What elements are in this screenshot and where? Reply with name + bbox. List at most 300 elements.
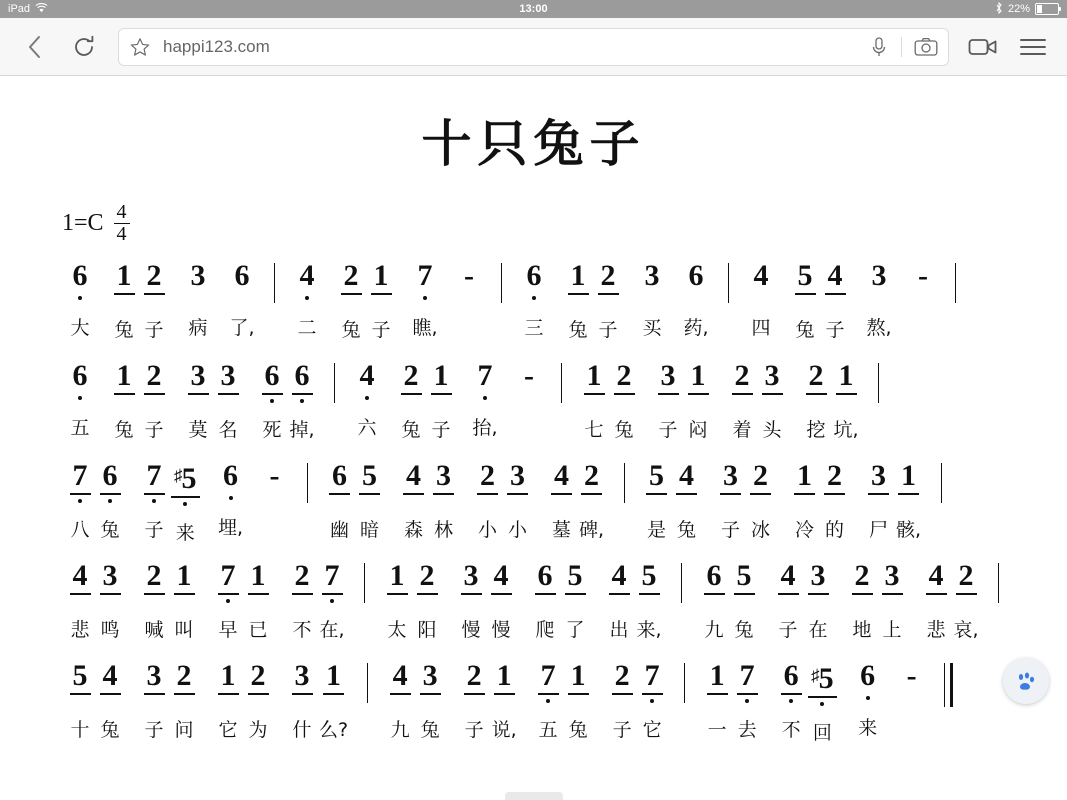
note-group [410, 259, 440, 340]
barline [728, 263, 729, 303]
lyric-text: 哀, [953, 619, 979, 641]
note-number: 2 [956, 559, 977, 595]
note-column [579, 359, 609, 442]
note-number: 6 [524, 259, 545, 293]
note-column [109, 359, 139, 442]
note-number: 2 [732, 359, 753, 395]
note-column [260, 459, 290, 535]
note-column [530, 559, 560, 642]
note-number: 2 [144, 559, 165, 595]
note-number: 4 [403, 459, 424, 495]
note-number: 1 [568, 659, 589, 695]
note-column [65, 359, 95, 440]
lyric-text: 子 [144, 519, 164, 541]
note-number: 3 [720, 459, 741, 495]
note-column [352, 359, 382, 440]
note-group [183, 259, 213, 340]
star-icon[interactable] [129, 36, 151, 58]
page-title: 十只兔子 [421, 115, 646, 173]
note-extension-dash: - [906, 659, 917, 692]
note-column [653, 359, 683, 442]
note-column [412, 559, 442, 642]
note-column [95, 659, 125, 742]
note-group [454, 259, 484, 335]
note-number: 3 [882, 559, 903, 595]
note-column [757, 359, 787, 442]
score-measure [318, 459, 614, 542]
barline [941, 463, 942, 503]
note-number: 3 [433, 459, 454, 495]
note-column [776, 659, 806, 742]
lyric-text: 子 [598, 319, 618, 341]
baidu-paw-icon[interactable] [1003, 658, 1049, 704]
barline [367, 663, 368, 703]
note-number: 1 [114, 359, 135, 395]
browser-toolbar [0, 18, 1067, 76]
note-group [65, 359, 95, 440]
note-number: 1 [387, 559, 408, 595]
lyric-text: 小 [507, 519, 527, 541]
lyric-text: 五 [70, 417, 90, 439]
score-measure [285, 259, 491, 342]
note-column [746, 459, 776, 542]
note-number: 1 [794, 459, 815, 495]
home-indicator [505, 792, 563, 800]
final-barline [944, 663, 953, 707]
lyric-text: 兔 [676, 519, 696, 541]
lyric-text [909, 713, 915, 735]
beamed-note-group [790, 459, 850, 542]
note-column [489, 659, 519, 742]
lyric-text: 冷 [794, 519, 814, 541]
lyric-text: 兔 [614, 419, 634, 441]
beamed-note-group [385, 659, 445, 742]
lyric-text: 问 [174, 719, 194, 741]
note-column [287, 359, 317, 442]
url-text[interactable] [163, 37, 857, 57]
score-line [28, 659, 1039, 759]
note-column [292, 259, 322, 340]
lyric-text: 喊 [144, 619, 164, 641]
note-column [473, 459, 503, 542]
lyric-text: 子 [431, 419, 451, 441]
note-number: 7 [70, 459, 91, 495]
note-number: 1 [114, 259, 135, 295]
note-number: ♯5 [808, 659, 837, 698]
note-column [183, 259, 213, 340]
score-measure [512, 259, 718, 342]
note-column [429, 459, 459, 542]
lyric-text: 鸣 [100, 619, 120, 641]
note-column [864, 459, 894, 542]
barline [501, 263, 502, 303]
note-column [355, 459, 385, 542]
note-extension-dash: - [524, 359, 534, 392]
beamed-note-group [65, 459, 125, 542]
note-column [399, 459, 429, 542]
lyric-text: 兔 [100, 519, 120, 541]
lyric-text: 了 [565, 619, 585, 641]
note-group [514, 359, 544, 435]
beamed-note-group [716, 459, 776, 542]
score-measure [695, 659, 934, 745]
lyric-text: 掉, [289, 419, 315, 441]
lyric-text: 十 [70, 719, 90, 741]
lyric-text: 子 [144, 419, 164, 441]
note-column [470, 359, 500, 440]
note-number: 6 [688, 259, 704, 292]
hamburger-menu-button[interactable] [1013, 27, 1053, 67]
lyric-text: 它 [218, 719, 238, 741]
reload-button[interactable] [64, 27, 104, 67]
note-number: 2 [292, 559, 313, 595]
note-number: 3 [808, 559, 829, 595]
lyric-text: 上 [882, 619, 902, 641]
note-number: 7 [322, 559, 343, 595]
beamed-note-group [213, 559, 273, 642]
note-column [593, 259, 623, 342]
note-number: 2 [174, 659, 195, 695]
note-column [637, 259, 667, 340]
key-label: 1=C [62, 210, 104, 236]
note-number: 1 [248, 559, 269, 595]
note-column [729, 559, 759, 642]
lyric-text: 子 [658, 419, 678, 441]
beamed-note-group [325, 459, 385, 542]
beamed-note-group [604, 559, 664, 642]
note-group [65, 259, 95, 340]
note-group [352, 359, 382, 440]
lyric-text: 闷 [688, 419, 708, 441]
address-bar[interactable] [118, 28, 949, 66]
beamed-note-group [773, 559, 833, 642]
back-button[interactable] [14, 27, 54, 67]
note-column [410, 259, 440, 340]
beamed-note-group [790, 259, 850, 342]
note-number: 2 [806, 359, 827, 395]
barline [681, 563, 682, 603]
note-number: 7 [415, 259, 436, 293]
score-measure [378, 659, 674, 742]
note-number: 3 [144, 659, 165, 695]
note-column [699, 559, 729, 642]
lyric-text: 慢 [461, 619, 481, 641]
note-number: 2 [614, 359, 635, 395]
note-extension-dash: - [269, 459, 280, 492]
note-number: 4 [609, 559, 630, 595]
beamed-note-group [702, 659, 762, 742]
note-column [169, 559, 199, 642]
note-number: 3 [188, 359, 209, 395]
lyric-text: 八 [70, 519, 90, 541]
note-number: 1 [218, 659, 239, 695]
lyric-text: 回 [812, 722, 832, 744]
note-column [908, 259, 938, 335]
note-column [213, 659, 243, 742]
note-column [820, 259, 850, 342]
note-number: 6 [781, 659, 802, 695]
note-column [533, 659, 563, 742]
barline [561, 363, 562, 403]
note-number: 4 [100, 659, 121, 695]
note-column [732, 659, 762, 742]
lyric-text: 已 [248, 619, 268, 641]
beamed-note-group [473, 459, 533, 542]
note-column [317, 659, 350, 742]
note-column [317, 559, 347, 642]
note-column [139, 459, 169, 542]
note-group [853, 659, 883, 740]
lyric-text [271, 513, 277, 535]
barline [955, 263, 956, 303]
lyric-text: 大 [70, 317, 90, 339]
lyric-text [920, 313, 926, 335]
lyric-text: 来, [636, 619, 662, 641]
note-column [672, 459, 702, 542]
note-number: 4 [390, 659, 411, 695]
note-number: 4 [676, 459, 697, 495]
note-number: 5 [646, 459, 667, 495]
score-measure [58, 359, 324, 442]
note-number: 1 [494, 659, 515, 695]
lyric-text: 去 [737, 719, 757, 741]
note-column [681, 259, 711, 340]
note-number: 7 [737, 659, 758, 695]
note-number: 7 [475, 359, 496, 393]
beamed-note-group [642, 459, 702, 542]
note-column [790, 459, 820, 542]
score-line [28, 359, 1039, 459]
note-number: 3 [762, 359, 783, 395]
status-right [995, 2, 1059, 17]
note-column [877, 559, 907, 642]
lyric-text: 五 [538, 719, 558, 741]
lyric-text [526, 413, 532, 435]
note-column [287, 659, 317, 742]
note-number: 6 [262, 359, 283, 395]
lyric-text: 病 [188, 317, 208, 339]
video-camera-button[interactable] [963, 27, 1003, 67]
barline [307, 463, 308, 503]
barline [998, 563, 999, 603]
score-measure [58, 459, 297, 545]
lyric-text: 尸 [868, 519, 888, 541]
lyric-text: 小 [477, 519, 497, 541]
lyric-text: 兔 [795, 319, 815, 341]
note-number: 6 [70, 259, 91, 293]
beamed-note-group [530, 559, 590, 642]
note-extension-dash: - [464, 259, 474, 292]
note-number: 3 [190, 259, 206, 292]
beamed-note-group [864, 459, 924, 542]
note-column [415, 659, 445, 742]
time-signature-numerator: 4 [114, 202, 130, 224]
note-column [243, 559, 273, 642]
lyric-text: 坑, [833, 419, 859, 441]
note-column [366, 259, 396, 342]
barline [624, 463, 625, 503]
note-number: 3 [507, 459, 528, 495]
beamed-note-group [776, 659, 839, 745]
note-column [773, 559, 803, 642]
note-number: 4 [491, 559, 512, 595]
note-column [95, 459, 125, 542]
note-number: 1 [431, 359, 452, 395]
note-number: 6 [857, 659, 878, 693]
lyric-text: 名 [218, 419, 238, 441]
note-column [604, 559, 634, 642]
note-group [897, 659, 927, 735]
lyric-text: 来 [175, 522, 195, 544]
note-number: 4 [551, 459, 572, 495]
beamed-note-group [456, 559, 516, 642]
beamed-note-group [653, 359, 713, 442]
lyric-text: 悲 [926, 619, 946, 641]
note-group [216, 459, 246, 540]
note-column [459, 659, 489, 742]
note-column [65, 459, 95, 542]
note-column [607, 659, 637, 742]
lyric-text: 为 [248, 719, 268, 741]
lyric-text: 慢 [491, 619, 511, 641]
lyric-text: 兔 [420, 719, 440, 741]
score-measure [58, 259, 264, 342]
note-number: 6 [70, 359, 91, 393]
note-number: 2 [852, 559, 873, 595]
score-line [28, 459, 1039, 559]
lyric-text: 兔 [100, 719, 120, 741]
lyric-text: 熬, [866, 317, 892, 339]
ios-status-bar [0, 0, 1067, 18]
beamed-note-group [183, 359, 243, 442]
note-number: 2 [824, 459, 845, 495]
note-column [486, 559, 516, 642]
note-column [547, 459, 577, 542]
microphone-icon[interactable] [869, 36, 889, 58]
note-group [908, 259, 938, 335]
beamed-note-group [801, 359, 861, 442]
note-number: 2 [612, 659, 633, 695]
battery-percent-label: 22% [1007, 3, 1030, 15]
note-number: 3 [644, 259, 660, 292]
score-measure [635, 459, 931, 542]
note-group [746, 259, 776, 340]
beamed-note-group [65, 559, 125, 642]
note-number: 1 [371, 259, 392, 295]
note-column [634, 559, 664, 642]
note-number: 2 [144, 259, 165, 295]
beamed-note-group [459, 659, 519, 742]
lyric-text: 暗 [359, 519, 379, 541]
note-number: 1 [568, 259, 589, 295]
note-group [519, 259, 549, 340]
lyric-text: 不 [781, 719, 801, 741]
note-group [292, 259, 322, 340]
barline [334, 363, 335, 403]
note-number: 4 [753, 259, 769, 292]
beamed-note-group [382, 559, 442, 642]
lyric-text: 兔 [568, 319, 588, 341]
note-column [727, 359, 757, 442]
lyric-text: 在 [808, 619, 828, 641]
lyric-text: 子 [825, 319, 845, 341]
beamed-note-group [921, 559, 981, 642]
note-column [716, 459, 746, 542]
score-measure [345, 359, 551, 442]
lyric-text: 一 [707, 719, 727, 741]
lyric-text: 兔 [568, 719, 588, 741]
note-column [951, 559, 981, 642]
time-signature [114, 202, 130, 245]
score-measure [375, 559, 671, 642]
beamed-note-group [336, 259, 396, 342]
note-number: 7 [144, 459, 165, 495]
note-column [385, 659, 415, 742]
note-number: 1 [584, 359, 605, 395]
lyric-text: 碑, [578, 519, 605, 541]
beamed-note-group [847, 559, 907, 642]
note-column [243, 659, 273, 742]
note-number: 3 [658, 359, 679, 395]
note-group [260, 459, 290, 535]
note-column [139, 359, 169, 442]
note-number: 2 [750, 459, 771, 495]
note-group [227, 259, 257, 340]
lyric-text: 子 [612, 719, 632, 741]
lyric-text: 幽 [329, 519, 349, 541]
note-column [563, 259, 593, 342]
numbered-music-score [0, 259, 1067, 759]
note-number: 6 [292, 359, 313, 395]
lyric-text: 在, [319, 619, 345, 641]
beamed-note-group [399, 459, 459, 542]
note-number: 3 [871, 259, 887, 292]
note-number: 2 [144, 359, 165, 395]
note-number: 7 [218, 559, 239, 595]
note-number: 4 [778, 559, 799, 595]
note-column [65, 559, 95, 642]
barline [878, 363, 879, 403]
note-column [563, 659, 593, 742]
lyric-text: 不 [292, 619, 312, 641]
note-number: 1 [707, 659, 728, 695]
note-column [336, 259, 366, 342]
lyric-text: 是 [646, 519, 666, 541]
lyric-text: 早 [218, 619, 238, 641]
note-number: 6 [704, 559, 725, 595]
score-measure [692, 559, 988, 642]
camera-icon[interactable] [914, 37, 938, 57]
score-line [28, 259, 1039, 359]
note-number: 5 [359, 459, 380, 495]
note-group [470, 359, 500, 440]
lyric-text: 死 [262, 419, 282, 441]
barline [274, 263, 275, 303]
note-number: 3 [868, 459, 889, 495]
note-column [897, 659, 927, 735]
beamed-note-group [727, 359, 787, 442]
note-number: 2 [581, 459, 602, 495]
note-number: 1 [323, 659, 344, 695]
battery-icon [1035, 3, 1059, 15]
note-number: 2 [477, 459, 498, 495]
wifi-icon [35, 3, 48, 16]
note-column [382, 559, 412, 642]
lyric-text: 二 [297, 317, 317, 339]
note-number: 4 [825, 259, 846, 295]
lyric-text: 阳 [417, 619, 437, 641]
note-column [213, 359, 243, 442]
